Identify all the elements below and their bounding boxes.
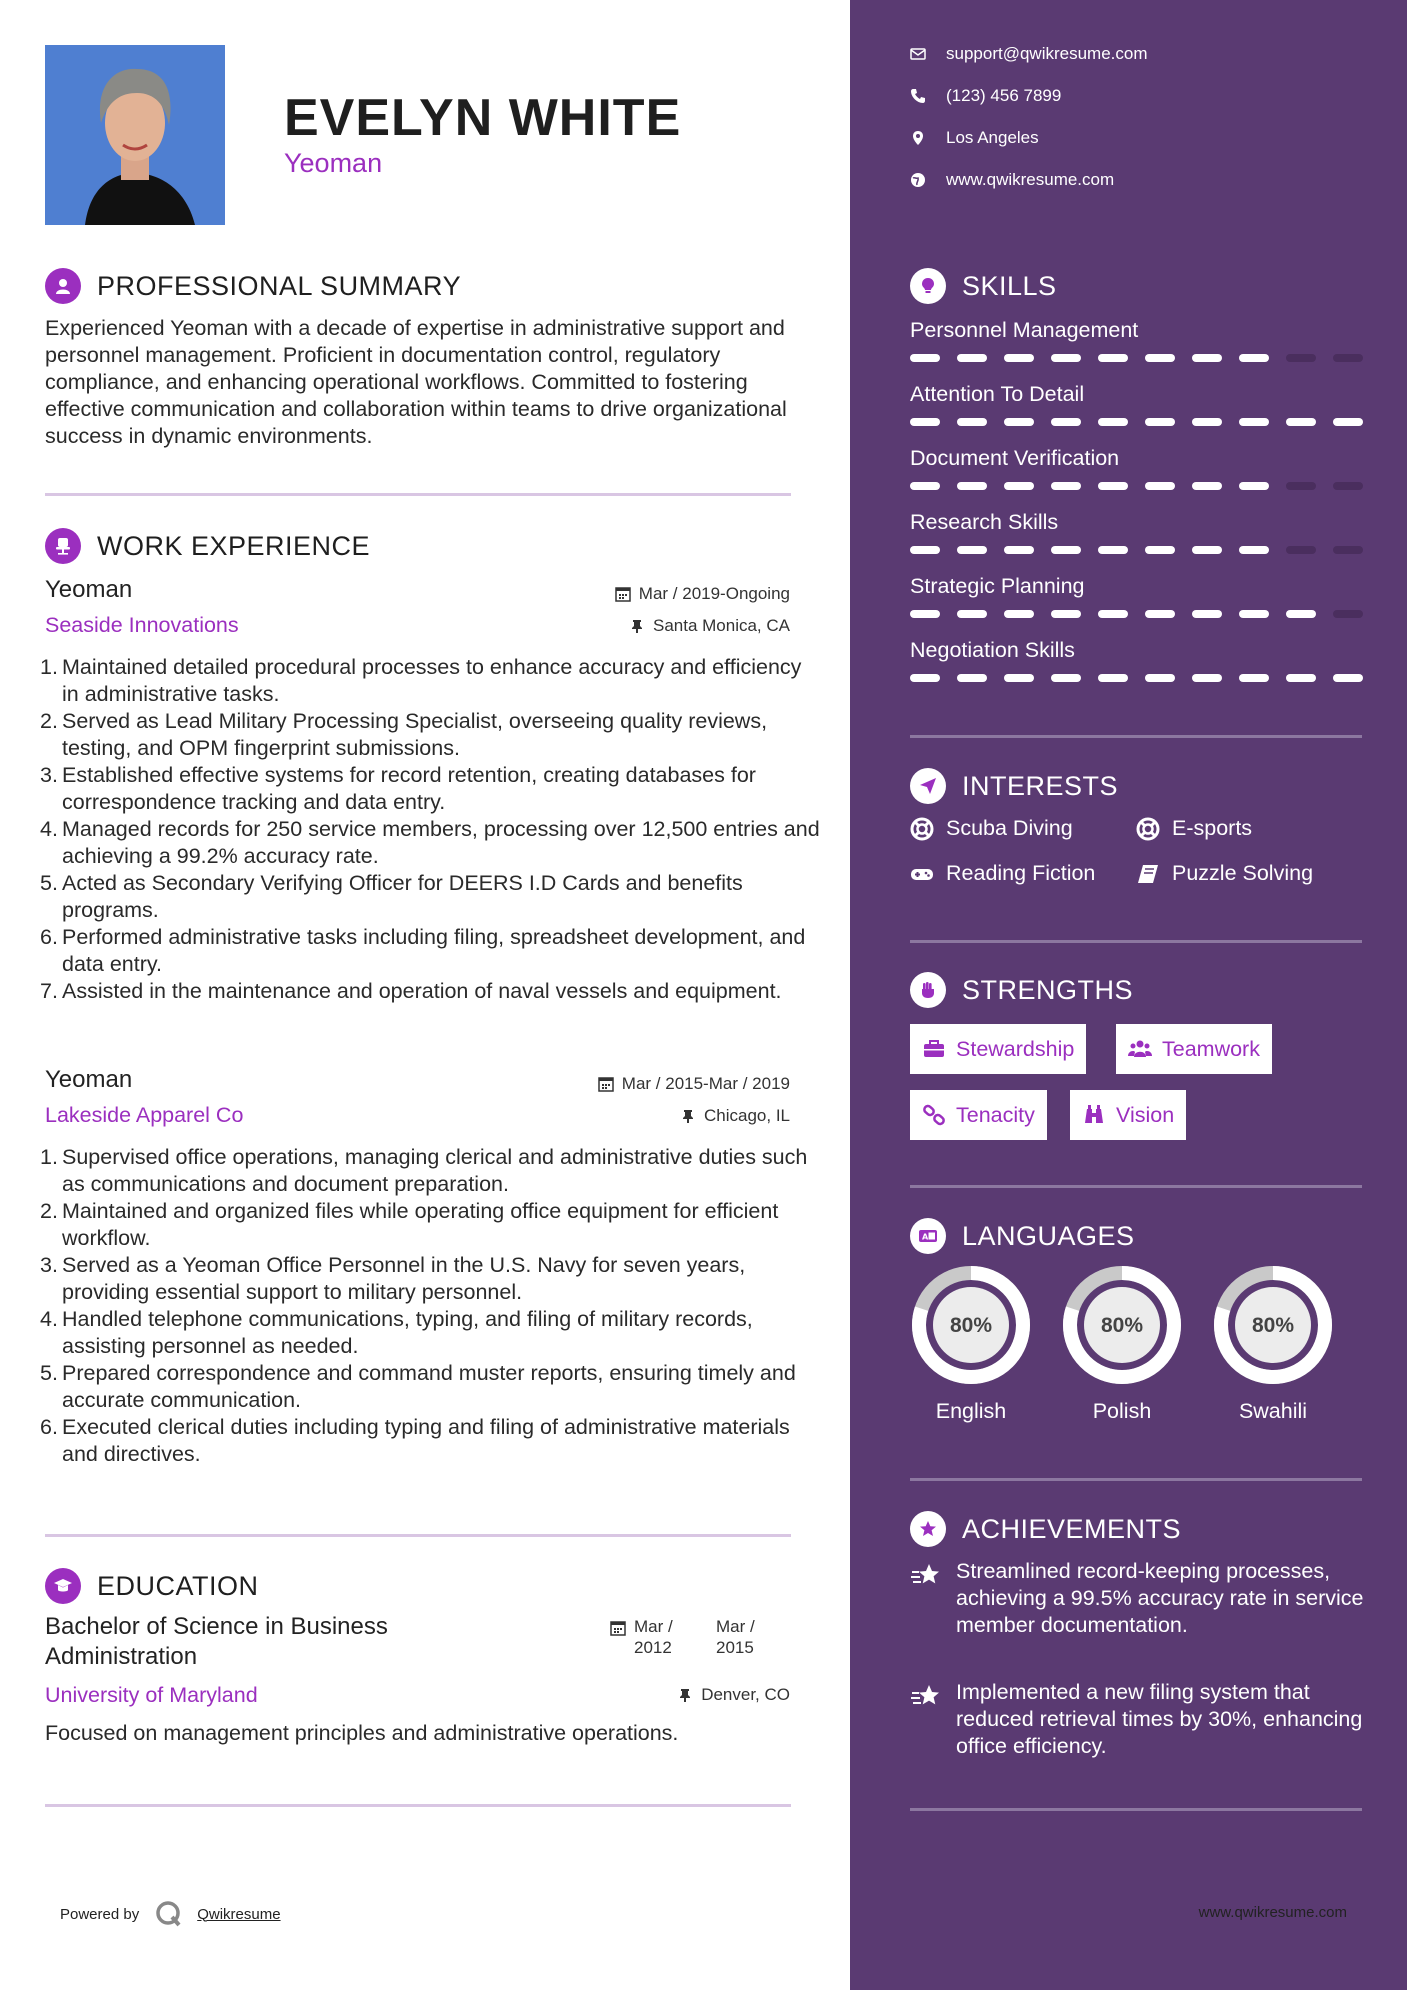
list-item: 4. Managed records for 250 service members, processing over 12,500 entries and achieving a 99.2% accuracy rate.: [40, 817, 820, 868]
strength-label: Tenacity: [956, 1102, 1035, 1127]
list-item: 6. Performed administrative tasks including filing, spreadsheet development, and data entry.: [40, 925, 806, 976]
contact-phone[interactable]: [910, 86, 1061, 106]
strength-label: Stewardship: [956, 1036, 1075, 1061]
skill-level-segment: [1192, 610, 1222, 618]
star-badge-icon: [910, 1511, 946, 1547]
skill-level-segment: [910, 546, 940, 554]
calendar-icon: [598, 1076, 614, 1092]
skill-level-segment: [1239, 482, 1269, 490]
strength-chip: [1116, 1024, 1272, 1074]
graduation-cap-icon: [45, 1568, 81, 1604]
divider: [910, 1185, 1362, 1188]
skill-level-segment: [1333, 482, 1363, 490]
skills-heading: [910, 268, 1057, 304]
skill-level-segment: [910, 354, 940, 362]
skill-level-segment: [1286, 482, 1316, 490]
location-text: Los Angeles: [946, 128, 1039, 147]
skill-level-segment: [1098, 482, 1128, 490]
candidate-title: Yeoman: [284, 148, 383, 178]
language-percent: 80%: [949, 1314, 993, 1337]
job-dates-text: Mar / 2019-Ongoing: [638, 584, 790, 603]
list-item: 3. Established effective systems for record retention, creating databases for correspondence tracking and data entry.: [40, 763, 756, 814]
strengths-title: STRENGTHS: [962, 974, 1134, 1005]
skill-level-segment: [910, 610, 940, 618]
skill-level-segment: [1098, 546, 1128, 554]
interest-item: [1136, 861, 1313, 886]
life-ring-icon: [1136, 817, 1160, 841]
language-progress-ring: [1212, 1264, 1334, 1386]
skill-level-bar: [910, 482, 1380, 490]
achievements-title: ACHIEVEMENTS: [962, 1513, 1182, 1544]
users-icon: [1128, 1037, 1152, 1061]
list-item: 3. Served as a Yeoman Office Personnel in the U.S. Navy for seven years, providing essential support to military personnel.: [40, 1253, 746, 1304]
education-location: [677, 1685, 790, 1705]
skill-level-segment: [1192, 354, 1222, 362]
interest-label: Scuba Diving: [946, 816, 1073, 840]
achievement-item: [910, 1558, 1370, 1639]
skill-level-segment: [1145, 418, 1175, 426]
skill-name: Attention To Detail: [910, 382, 1085, 406]
education-start: Mar / 2012: [634, 1617, 673, 1657]
skill-level-bar: [910, 418, 1380, 426]
divider: [910, 1808, 1362, 1811]
skill-level-bar: [910, 610, 1380, 618]
job-company: Seaside Innovations: [45, 613, 239, 637]
skill-level-bar: [910, 674, 1380, 682]
pin-icon: [677, 1687, 693, 1703]
interest-label: E-sports: [1172, 816, 1253, 840]
language-item: [1061, 1264, 1183, 1424]
life-ring-icon: [910, 817, 934, 841]
calendar-icon: [615, 586, 631, 602]
job-dates: [615, 584, 790, 604]
candidate-name: EVELYN WHITE: [284, 89, 682, 147]
globe-icon: [910, 172, 926, 188]
skill-level-segment: [1286, 418, 1316, 426]
skill-level-bar: [910, 546, 1380, 554]
skill-level-segment: [1145, 610, 1175, 618]
link-icon: [922, 1103, 946, 1127]
divider: [910, 735, 1362, 738]
user-icon: [45, 268, 81, 304]
school-name: University of Maryland: [45, 1683, 258, 1707]
skill-level-segment: [1098, 418, 1128, 426]
skill-name: Strategic Planning: [910, 574, 1085, 598]
language-name: English: [935, 1399, 1007, 1423]
skill-level-segment: [1286, 354, 1316, 362]
skill-level-segment: [1098, 610, 1128, 618]
profile-photo: [45, 45, 225, 225]
summary-heading: [45, 268, 461, 304]
language-percent: 80%: [1100, 1314, 1144, 1337]
sidebar: [850, 0, 1407, 1990]
skill-level-segment: [1098, 354, 1128, 362]
skill-name: Research Skills: [910, 510, 1059, 534]
skill-level-segment: [1051, 482, 1081, 490]
list-item: 5. Acted as Secondary Verifying Officer for DEERS I.D Cards and benefits programs.: [40, 871, 743, 922]
education-title: EDUCATION: [97, 1570, 259, 1601]
skill-level-segment: [1004, 610, 1034, 618]
interest-item: [1136, 816, 1252, 841]
job-location-text: Chicago, IL: [704, 1106, 790, 1125]
star-icon: [910, 1681, 942, 1713]
list-item: 1. Maintained detailed procedural processes to enhance accuracy and efficiency in administrative tasks.: [40, 655, 802, 706]
job-location: [680, 1106, 790, 1126]
list-item: 7. Assisted in the maintenance and operation of naval vessels and equipment.: [40, 979, 782, 1003]
strength-chip: [910, 1024, 1086, 1074]
star-icon: [910, 1560, 942, 1592]
languages-heading: [910, 1218, 1135, 1254]
skill-level-segment: [1286, 546, 1316, 554]
skill-level-segment: [1145, 546, 1175, 554]
paper-plane-icon: [910, 768, 946, 804]
lightbulb-icon: [910, 268, 946, 304]
skill-level-segment: [1145, 354, 1175, 362]
powered-by: [60, 1900, 281, 1928]
skills-title: SKILLS: [962, 270, 1057, 301]
job-bullets: [40, 1144, 820, 1468]
language-icon: [910, 1218, 946, 1254]
skill-level-segment: [1051, 674, 1081, 682]
divider: [45, 493, 791, 496]
interest-item: [910, 861, 1095, 886]
job-title: Yeoman: [45, 1066, 133, 1093]
experience-heading: [45, 528, 370, 564]
job-dates: [598, 1074, 790, 1094]
fist-icon: [910, 972, 946, 1008]
job-bullets: [40, 654, 820, 1005]
education-end: Mar / 2015: [716, 1617, 755, 1657]
skill-level-segment: [1239, 418, 1269, 426]
achievements-heading: [910, 1511, 1181, 1547]
interest-item: [910, 816, 1073, 841]
skill-level-segment: [957, 482, 987, 490]
interests-title: INTERESTS: [962, 770, 1119, 801]
skill-level-segment: [957, 546, 987, 554]
divider: [910, 1478, 1362, 1481]
skill-level-segment: [1004, 418, 1034, 426]
job-dates-text: Mar / 2015-Mar / 2019: [621, 1074, 790, 1093]
email-text: support@qwikresume.com: [946, 44, 1148, 63]
map-marker-icon: [910, 130, 926, 146]
gamepad-icon: [910, 862, 934, 886]
skill-level-segment: [1004, 354, 1034, 362]
skill-level-segment: [1145, 482, 1175, 490]
pin-icon: [629, 618, 645, 634]
language-item: [910, 1264, 1032, 1424]
skill-level-segment: [1286, 610, 1316, 618]
skill-level-segment: [957, 674, 987, 682]
list-item: 2. Served as Lead Military Processing Specialist, overseeing quality reviews, testing, and OPM fingerprint submissions.: [40, 709, 768, 760]
interest-label: Reading Fiction: [946, 861, 1096, 885]
phone-text: (123) 456 7899: [946, 86, 1062, 105]
contact-website[interactable]: [910, 170, 1114, 190]
footer-website[interactable]: www.qwikresume.com: [1198, 1904, 1347, 1921]
skill-name: Negotiation Skills: [910, 638, 1075, 662]
language-progress-ring: [1061, 1264, 1183, 1386]
skill-level-segment: [1051, 546, 1081, 554]
interest-label: Puzzle Solving: [1172, 861, 1314, 885]
skill-level-segment: [1004, 482, 1034, 490]
list-item: 5. Prepared correspondence and command muster reports, ensuring timely and accurate communication.: [40, 1361, 796, 1412]
skill-level-segment: [1192, 482, 1222, 490]
strength-label: Teamwork: [1162, 1036, 1260, 1061]
skill-level-segment: [1004, 674, 1034, 682]
list-item: 2. Maintained and organized files while operating office equipment for efficient workflow.: [40, 1199, 779, 1250]
degree: Bachelor of Science in Business Administration: [45, 1613, 388, 1670]
powered-by-text: Powered by: [60, 1905, 140, 1923]
list-item: 4. Handled telephone communications, typing, and filing of military records, assisting personnel as needed.: [40, 1307, 753, 1358]
skill-level-segment: [1333, 674, 1363, 682]
skill-level-segment: [910, 482, 940, 490]
skill-level-segment: [1004, 546, 1034, 554]
education-heading: [45, 1568, 259, 1604]
language-progress-ring: [910, 1264, 1032, 1386]
languages-title: LANGUAGES: [962, 1220, 1135, 1251]
envelope-icon: [910, 46, 926, 62]
strengths-heading: [910, 972, 1133, 1008]
skill-name: Personnel Management: [910, 318, 1139, 342]
skill-level-segment: [957, 354, 987, 362]
skill-level-bar: [910, 354, 1380, 362]
skill-level-segment: [1333, 418, 1363, 426]
skill-level-segment: [1333, 546, 1363, 554]
contact-email[interactable]: [910, 44, 1148, 64]
job-title: Yeoman: [45, 576, 133, 603]
skill-level-segment: [1145, 674, 1175, 682]
language-name: Swahili: [1238, 1399, 1308, 1423]
skill-level-segment: [1192, 674, 1222, 682]
binoculars-icon: [1082, 1103, 1106, 1127]
contact-location: [910, 128, 1039, 148]
skill-level-segment: [1239, 546, 1269, 554]
achievement-item: [910, 1679, 1370, 1760]
experience-title: WORK EXPERIENCE: [97, 530, 371, 561]
skill-level-segment: [1192, 418, 1222, 426]
skill-level-segment: [1051, 418, 1081, 426]
phone-icon: [910, 88, 926, 104]
strength-label: Vision: [1116, 1102, 1175, 1127]
achievement-text: Streamlined record-keeping processes, achieving a 99.5% accuracy rate in service member documentation.: [956, 1559, 1364, 1637]
language-name: Polish: [1092, 1399, 1152, 1423]
strength-chip: [1070, 1090, 1186, 1140]
skill-name: Document Verification: [910, 446, 1120, 470]
language-item: [1212, 1264, 1334, 1424]
qwikresume-logo-icon: [155, 1900, 183, 1928]
skill-level-segment: [910, 418, 940, 426]
divider: [910, 940, 1362, 943]
skill-level-segment: [957, 418, 987, 426]
list-item: 6. Executed clerical duties including typing and filing of administrative materials and directives.: [40, 1415, 790, 1466]
skill-level-segment: [1239, 674, 1269, 682]
calendar-icon: [610, 1620, 626, 1636]
skill-level-segment: [1192, 546, 1222, 554]
skill-level-segment: [1051, 610, 1081, 618]
skill-level-segment: [1286, 674, 1316, 682]
education-description: Focused on management principles and administrative operations.: [45, 1721, 679, 1745]
skill-level-segment: [1051, 354, 1081, 362]
interests-heading: [910, 768, 1118, 804]
briefcase-icon: [922, 1037, 946, 1061]
website-text: www.qwikresume.com: [946, 170, 1115, 189]
office-chair-icon: [45, 528, 81, 564]
skill-level-segment: [1098, 674, 1128, 682]
book-icon: [1136, 862, 1160, 886]
job-company: Lakeside Apparel Co: [45, 1103, 244, 1127]
skill-level-segment: [1239, 354, 1269, 362]
summary-text: Experienced Yeoman with a decade of expertise in administrative support and personnel management. Proficient in documentation control, regulatory compliance, and enhancing operational workflows. Committed to fostering effective communication and collaboration within teams to drive organizational success in dynamic environments.: [45, 316, 787, 448]
divider: [45, 1804, 791, 1807]
language-percent: 80%: [1251, 1314, 1295, 1337]
skill-level-segment: [1239, 610, 1269, 618]
divider: [45, 1534, 791, 1537]
job-location: [629, 616, 790, 636]
education-location-text: Denver, CO: [701, 1685, 790, 1704]
achievement-text: Implemented a new filing system that reduced retrieval times by 30%, enhancing office efficiency.: [956, 1680, 1363, 1758]
skill-level-segment: [957, 610, 987, 618]
education-dates: [610, 1616, 786, 1658]
svg-text:A: A: [922, 1232, 929, 1242]
skill-level-segment: [1333, 610, 1363, 618]
list-item: 1. Supervised office operations, managing clerical and administrative duties such as communications and document preparation.: [40, 1145, 808, 1196]
strength-chip: [910, 1090, 1047, 1140]
summary-title: PROFESSIONAL SUMMARY: [97, 270, 462, 301]
skill-level-segment: [1333, 354, 1363, 362]
qwikresume-link[interactable]: Qwikresume: [197, 1905, 281, 1923]
skill-level-segment: [910, 674, 940, 682]
pin-icon: [680, 1108, 696, 1124]
job-location-text: Santa Monica, CA: [652, 616, 790, 635]
